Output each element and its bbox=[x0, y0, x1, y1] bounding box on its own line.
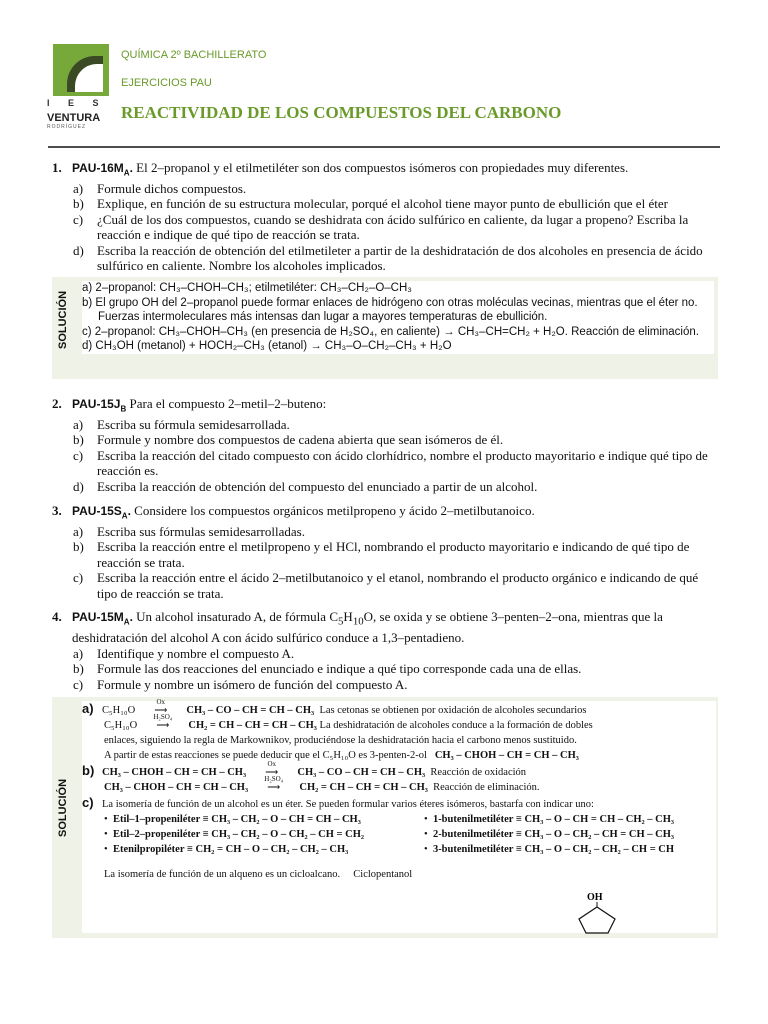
solution-line: La isomería de función de un alqueno es un cicloalcano. Ciclopentanol bbox=[104, 869, 413, 880]
solution-side bbox=[52, 277, 76, 379]
question-number: 3. bbox=[52, 503, 62, 518]
list-item: b) Explique, en función de su estructura molecular, porqué el alcohol tiene mayor punto de ebullición que el éter bbox=[73, 196, 668, 212]
list-item: b) Escriba la reacción entre el metilpropeno y el HCl, nombrando el producto mayoritario e indicando de qué tipo de reacción se trata. bbox=[73, 539, 690, 570]
list-item: c) Escriba la reacción del citado compuesto con ácido clorhídrico, nombre el producto mayoritario e indique qué tipo de reacción es. bbox=[73, 447, 708, 479]
page-header bbox=[0, 0, 768, 150]
list-item: a) Formule dichos compuestos. bbox=[73, 180, 247, 196]
solution-line: c) 2–propanol: CH₃–CHOH–CH₃ (en presencia de H₂SO₄, en caliente) → CH₃–CH=CH₂ + H₂O. Reacción de eliminación. bbox=[82, 325, 699, 338]
question-3 bbox=[52, 503, 720, 601]
solution-line: a) 2–propanol: CH₃–CHOH–CH₃; etilmetiléter: CH₃–CH₂–O–CH₃ bbox=[82, 282, 412, 294]
solution-line: enlaces, siguiendo la regla de Markownikov, produciéndose la deshidratación hacia el carbono menos sustituido. bbox=[104, 735, 577, 746]
subject-label: QUÍMICA 2º BACHILLERATO bbox=[121, 49, 267, 61]
page-title: REACTIVIDAD DE LOS COMPUESTOS DEL CARBONO bbox=[121, 103, 562, 122]
list-item: a) Identifique y nombre el compuesto A. bbox=[73, 645, 295, 661]
list-item: • 1-butenilmetiléter ≡ CH₃ – O – CH = CH – CH₂ – CH₃ bbox=[424, 814, 675, 825]
solution-box-2 bbox=[52, 697, 718, 938]
list-item: • Etenilpropiléter ≡ CH₂ = CH – O – CH₂ – CH₂ – CH₃ bbox=[104, 844, 349, 855]
solution-box-1 bbox=[52, 277, 718, 379]
solution-side bbox=[52, 697, 76, 938]
solution-line: A partir de estas reacciones se puede deducir que el C₅H₁₀O es 3-penten-2-ol CH₃ – CHOH – CH = CH – CH₃ bbox=[104, 750, 579, 761]
reaction-arrow: Ox ⟶ bbox=[154, 698, 168, 715]
cyclopentanol-structure bbox=[567, 891, 627, 935]
list-item: • Etil–2–propeniléter ≡ CH₃ – CH₂ – O – CH₂ – CH = CH₂ bbox=[104, 829, 365, 840]
school-logo bbox=[47, 44, 111, 130]
question-number: 2. bbox=[52, 396, 62, 411]
list-item: • 3-butenilmetiléter ≡ CH₃ – O – CH₂ – CH₂ – CH = CH bbox=[424, 844, 675, 855]
question-text: Un alcohol insaturado A, de fórmula $C_5H_{10}O$, se oxida y se obtiene 3–penten–2–ona, mientras que la deshidratación del alcohol A con ácido sulfúrico conduce a 1,3–pentadieno. bbox=[72, 609, 663, 646]
solution-line: a) C₅H₁₀O Ox ⟶ CH₃ – CO – CH = CH – CH₃ Las cetonas se obtienen por oxidación de alcoholes secundarios bbox=[82, 698, 587, 716]
list-item: a) Escriba su fórmula semidesarrollada. bbox=[73, 416, 290, 432]
exercises-label: EJERCICIOS PAU bbox=[121, 77, 212, 89]
solution-line: b) CH₃ – CHOH – CH = CH – CH₃ Ox ⟶ CH₃ – CO – CH = CH – CH₃ Reacción de oxidación bbox=[82, 760, 527, 778]
solution-content-2 bbox=[82, 698, 716, 933]
list-item: d) Escriba la reacción de obtención del etilmetileter a partir de la deshidratación de dos alcoholes en presencia de ácido sulfúrico en caliente. Nombre los alcoholes implicados. bbox=[73, 242, 703, 274]
list-item: c) Formule y nombre un isómero de función del compuesto A. bbox=[73, 676, 408, 692]
solution-line: CH₃ – CHOH – CH = CH – CH₃ H₂SO₄ ⟶ CH₂ = CH – CH = CH – CH₃ Reacción de eliminación. bbox=[104, 775, 540, 793]
list-item: d) Escriba la reacción de obtención del compuesto del enunciado a partir de un alcohol. bbox=[73, 478, 538, 494]
reaction-arrow: H₂SO₄ ⟶ bbox=[264, 775, 284, 792]
list-item: a) Escriba sus fórmulas semidesarrolladas. bbox=[73, 523, 305, 539]
question-code: PAU-$16M_A$. bbox=[72, 161, 133, 178]
solution-content-1 bbox=[82, 281, 714, 354]
list-item: c) Escriba la reacción entre el ácido 2–metilbutanoico y el etanol, nombrando el producto orgánico e indicando de qué tipo de reacción se trata. bbox=[73, 570, 699, 601]
solution-line: d) CH₃OH (metanol) + HOCH₂–CH₃ (etanol) → CH₃–O–CH₂–CH₃ + H₂O bbox=[82, 340, 452, 352]
list-item: b) Formule y nombre dos compuestos de cadena abierta que sean isómeros de él. bbox=[73, 432, 504, 448]
question-2 bbox=[52, 396, 720, 494]
question-1 bbox=[52, 160, 720, 274]
header-divider bbox=[48, 146, 720, 148]
solution-label: SOLUCIÓN bbox=[57, 290, 69, 349]
logo-sub: RODRÍGUEZ bbox=[47, 124, 86, 130]
question-number: 1. bbox=[52, 160, 62, 175]
question-text: Considere los compuestos orgánicos metilpropeno y ácido 2–metilbutanoico. bbox=[134, 503, 535, 518]
question-code: PAU-$15J_B$ bbox=[72, 397, 127, 414]
solution-label: SOLUCIÓN bbox=[57, 778, 69, 837]
question-4 bbox=[52, 609, 720, 692]
logo-emblem bbox=[53, 44, 109, 96]
question-number: 4. bbox=[52, 609, 62, 624]
reaction-arrow: Ox ⟶ bbox=[265, 760, 279, 777]
question-text: Para el compuesto 2–metil–2–buteno: bbox=[129, 396, 327, 411]
solution-line: C₅H₁₀O H₂SO₄ ⟶ CH₂ = CH – CH = CH – CH₃ La deshidratación de alcoholes conduce a la formación de dobles bbox=[104, 713, 593, 731]
reaction-arrow: H₂SO₄ ⟶ bbox=[153, 713, 173, 730]
question-code: PAU-$15S_A$. bbox=[72, 504, 131, 521]
list-item: • 2-butenilmetiléter ≡ CH₃ – O – CH₂ – CH = CH – CH₃ bbox=[424, 829, 675, 840]
solution-line: b) El grupo OH del 2–propanol puede formar enlaces de hidrógeno con otras moléculas vecinas, mientras que el éter no. Fuerzas intermoleculares más intensas dan lugar a mayores temperaturas de ebullición. bbox=[82, 296, 698, 323]
question-code: PAU-$15M_A$. bbox=[72, 610, 133, 627]
logo-name: VENTURA bbox=[47, 112, 101, 124]
oh-label: OH bbox=[587, 892, 603, 903]
solution-line: c) La isomería de función de un alcohol es un éter. Se pueden formular varios éteres isómeros, bastarfa con indicar uno: bbox=[82, 795, 594, 810]
list-item: b) Formule las dos reacciones del enunciado e indique a qué tipo corresponde cada una de ellas. bbox=[73, 661, 582, 677]
list-item: c) ¿Cuál de los dos compuestos, cuando se deshidrata con ácido sulfúrico en caliente, da lugar a propeno? Escriba la reacción e indique de qué tipo de reacción se trata. bbox=[73, 211, 689, 243]
question-text: El 2–propanol y el etilmetiléter son dos compuestos isómeros con propiedades muy diferentes. bbox=[136, 160, 629, 175]
logo-ies: I E S bbox=[47, 98, 107, 108]
list-item: • Etil–1–propeniléter ≡ CH₃ – CH₂ – O – CH = CH – CH₃ bbox=[104, 814, 361, 825]
ether-list bbox=[82, 812, 716, 857]
